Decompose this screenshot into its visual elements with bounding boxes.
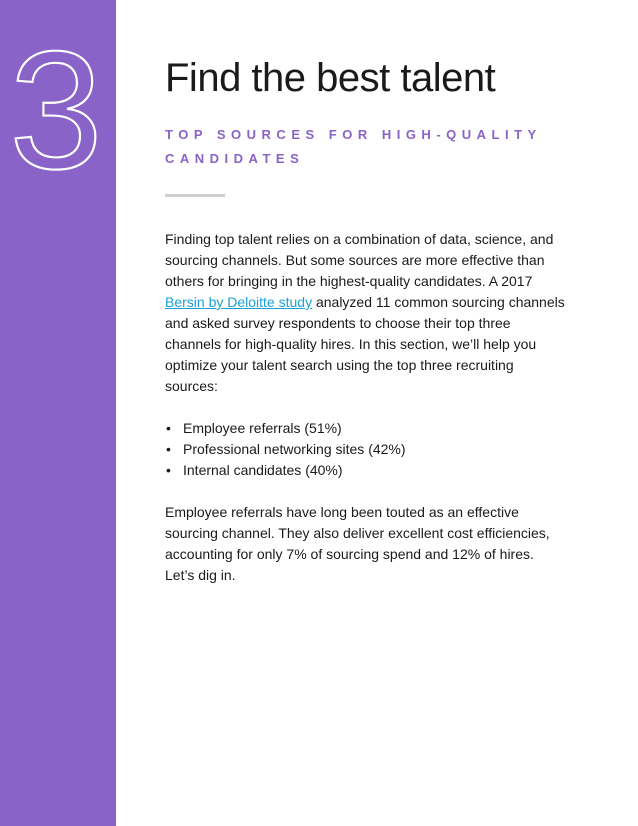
chapter-side-band <box>0 0 116 826</box>
list-item <box>165 439 565 460</box>
bersin-deloitte-study-link[interactable]: Bersin by Deloitte study <box>165 294 313 310</box>
list-item <box>165 418 565 439</box>
chapter-number-text: 3 <box>9 38 103 188</box>
bullet-icon: • <box>166 420 171 436</box>
chapter-number <box>0 38 116 188</box>
divider-rule <box>165 194 225 197</box>
bullet-icon: • <box>166 441 171 457</box>
list-item <box>165 460 565 481</box>
section-subtitle: TOP SOURCES FOR HIGH-QUALITY CANDIDATES <box>165 127 542 166</box>
chapter-number-graphic <box>0 38 116 188</box>
list-item-label: Professional networking sites (42%) <box>183 441 406 457</box>
list-item-label: Employee referrals (51%) <box>183 420 342 436</box>
sources-list <box>165 418 565 481</box>
bullet-icon: • <box>166 462 171 478</box>
page-title: Find the best talent <box>165 56 496 100</box>
intro-text-end: analyzed 11 common sourcing channels and asked survey respondents to choose their top three channels for high-quality hires. In this section, we’ll help you optimize your talent search using the top three recruiting sources: <box>165 294 565 394</box>
closing-paragraph: Employee referrals have long been touted as an effective sourcing channel. They also deliver excellent cost efficiencies, accounting for only 7% of sourcing spend and 12% of hires. Let’s dig in. <box>165 504 550 583</box>
intro-text-start: Finding top talent relies on a combination of data, science, and sourcing channels. But some sources are more effective than others for bringing in the highest-quality candidates. A 2017 <box>165 231 554 289</box>
intro-paragraph <box>165 229 565 397</box>
list-item-label: Internal candidates (40%) <box>183 462 343 478</box>
body-text <box>165 229 565 586</box>
